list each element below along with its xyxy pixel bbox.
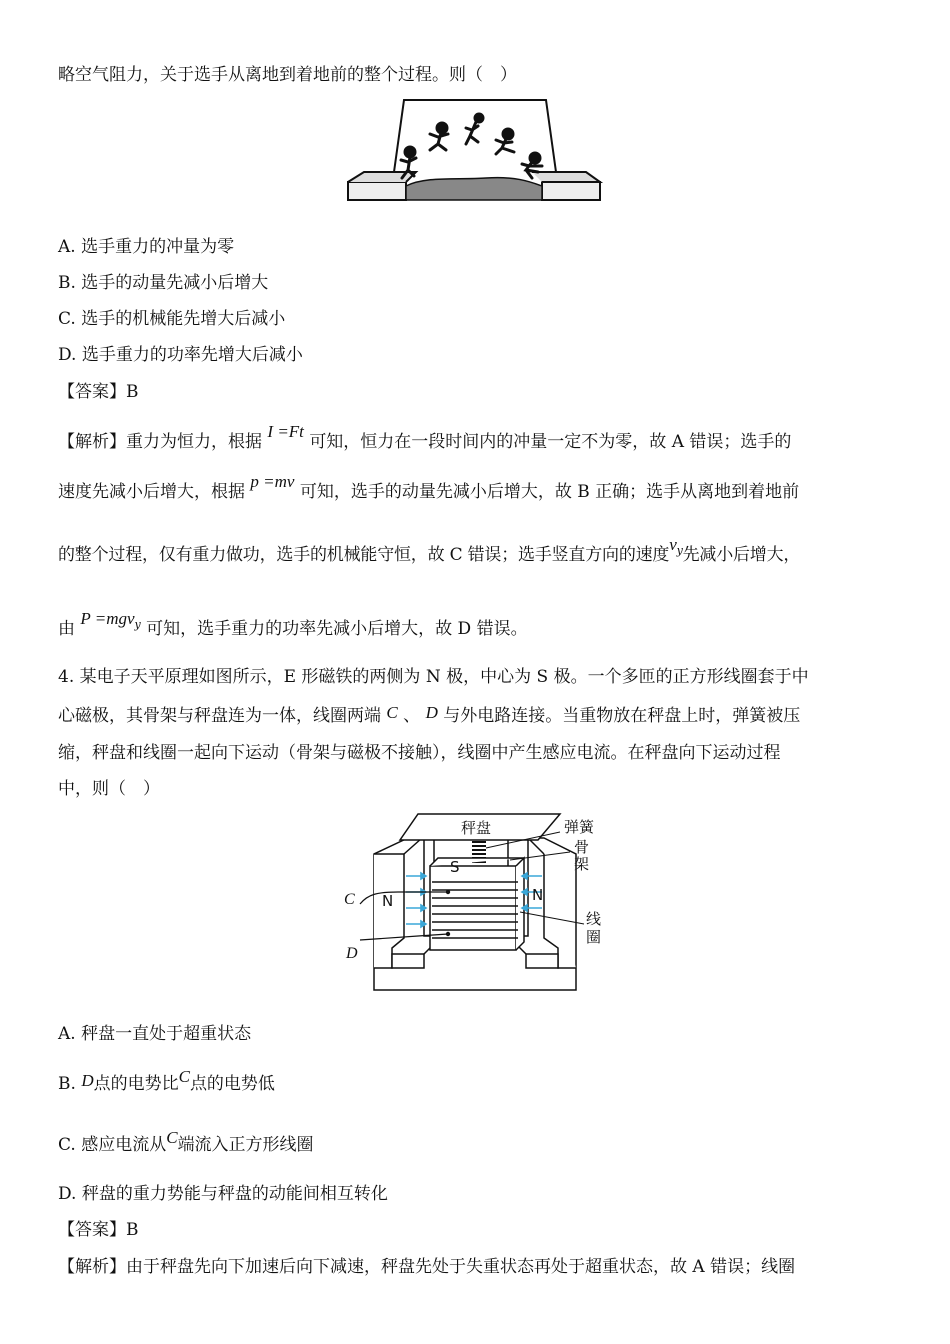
q4-stem-line-4: 中，则（ ） bbox=[58, 779, 160, 799]
option-label: B. bbox=[58, 1074, 76, 1094]
formula-impulse: I =Ft bbox=[267, 422, 304, 441]
label-coil-2: 圈 bbox=[586, 928, 602, 946]
analysis-text: 可知，选手重力的功率先减小后增大，故 D 错误。 bbox=[146, 619, 528, 639]
option-text: 端流入正方形线圈 bbox=[177, 1135, 314, 1155]
formula-sub-y: y bbox=[134, 618, 141, 631]
q3-answer: 【答案】B bbox=[58, 382, 139, 402]
q4-stem-line-2 bbox=[58, 705, 800, 727]
analysis-text: 先减小后增大， bbox=[682, 545, 801, 565]
stem-text: 与外电路连接。当重物放在秤盘上时，弹簧被压 bbox=[443, 706, 801, 726]
q4-option-c bbox=[58, 1128, 314, 1156]
q4-stem-line-1: 4. 某电子天平原理如图所示，E 形磁铁的两侧为 N 极，中心为 S 极。一个多匝的正方形线圈套于中 bbox=[58, 667, 809, 687]
q3-analysis-line-2 bbox=[58, 472, 800, 503]
q4-figure-balance bbox=[338, 808, 610, 994]
symbol-c: C bbox=[386, 703, 398, 722]
label-spring: 弹簧 bbox=[564, 818, 595, 836]
analysis-text: 由 bbox=[58, 619, 75, 639]
symbol-c: C bbox=[178, 1067, 190, 1086]
q3-figure-jump bbox=[346, 96, 604, 204]
q4-analysis-line-1: 【解析】由于秤盘先向下加速后向下减速，秤盘先处于失重状态再处于超重状态，故 A 错误；线圈 bbox=[58, 1257, 796, 1277]
formula-sub-y: y bbox=[676, 544, 683, 557]
q4-option-a: A. 秤盘一直处于超重状态 bbox=[58, 1024, 252, 1044]
option-text: 点的电势比 bbox=[93, 1074, 179, 1094]
q3-option-b: B. 选手的动量先减小后增大 bbox=[58, 273, 269, 293]
label-d: D bbox=[346, 945, 358, 962]
q4-option-d: D. 秤盘的重力势能与秤盘的动能间相互转化 bbox=[58, 1184, 388, 1204]
q3-option-a: A. 选手重力的冲量为零 bbox=[58, 237, 235, 257]
symbol-c: C bbox=[166, 1128, 178, 1147]
label-c: C bbox=[344, 891, 355, 908]
q3-option-c: C. 选手的机械能先增大后减小 bbox=[58, 309, 286, 329]
stem-text: 心磁极，其骨架与秤盘连为一体，线圈两端 bbox=[58, 706, 381, 726]
label-s: S bbox=[450, 858, 460, 876]
formula-vy bbox=[669, 535, 682, 555]
symbol-d: D bbox=[81, 1071, 94, 1090]
q4-stem-line-3: 缩，秤盘和线圈一起向下运动（骨架与磁极不接触），线圈中产生感应电流。在秤盘向下运动过程 bbox=[58, 743, 781, 763]
symbol-d: D bbox=[425, 703, 438, 722]
formula-p-mgv: P =mgv bbox=[80, 609, 135, 628]
q3-analysis-line-1 bbox=[58, 422, 792, 453]
label-n-right: N bbox=[532, 886, 544, 904]
q3-option-d: D. 选手重力的功率先增大后减小 bbox=[58, 345, 303, 365]
q4-option-b bbox=[58, 1067, 275, 1095]
analysis-text: 速度先减小后增大，根据 bbox=[58, 482, 245, 502]
formula-power bbox=[80, 609, 140, 629]
analysis-text: 的整个过程，仅有重力做功，选手的机械能守恒，故 C 错误；选手竖直方向的速度 bbox=[58, 545, 670, 565]
stem-text: 、 bbox=[403, 706, 421, 726]
analysis-text: 可知，选手的动量先减小后增大，故 B 正确；选手从离地到着地前 bbox=[299, 482, 800, 502]
option-text: C. 感应电流从 bbox=[58, 1135, 167, 1155]
label-frame-1: 骨 bbox=[574, 838, 590, 856]
label-n-left: N bbox=[382, 892, 394, 910]
q3-stem-tail: 略空气阻力，关于选手从离地到着地前的整个过程。则（ ） bbox=[58, 65, 517, 85]
analysis-text: 可知，恒力在一段时间内的冲量一定不为零，故 A 错误；选手的 bbox=[309, 432, 792, 452]
formula-v: v bbox=[669, 535, 677, 554]
option-text: 点的电势低 bbox=[189, 1074, 275, 1094]
q4-answer: 【答案】B bbox=[58, 1220, 139, 1240]
label-coil-1: 线 bbox=[586, 910, 602, 928]
label-pan: 秤盘 bbox=[461, 819, 492, 837]
q3-analysis-line-3 bbox=[58, 535, 801, 572]
q3-analysis-line-4 bbox=[58, 609, 528, 646]
label-frame-2: 架 bbox=[574, 855, 590, 873]
formula-momentum: p =mv bbox=[250, 472, 295, 491]
analysis-text: 【解析】重力为恒力，根据 bbox=[58, 432, 262, 452]
